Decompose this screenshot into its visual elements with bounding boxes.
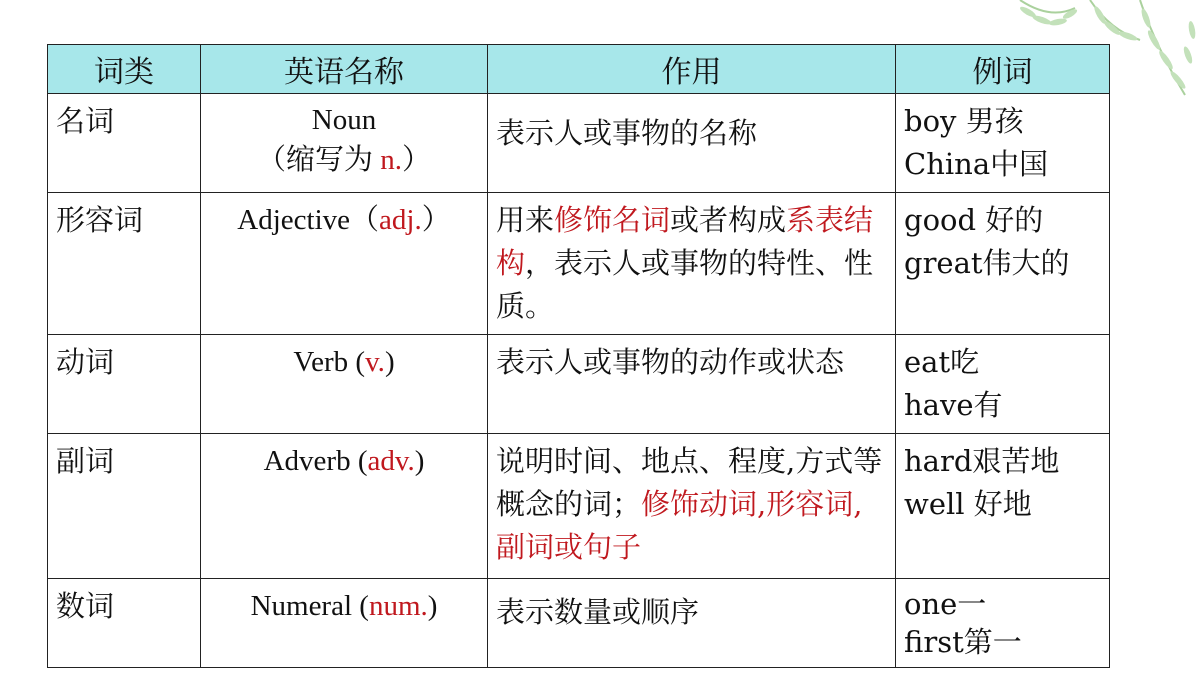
abbreviation: num.: [368, 590, 428, 622]
function-text: 表示人或事物的名称: [496, 116, 758, 150]
abbreviation: adv.: [367, 445, 415, 477]
abbr-suffix: ）: [421, 204, 451, 236]
example-word: well 好地: [904, 487, 1032, 521]
pos-cell: 副词: [48, 434, 201, 579]
english-name-cell: [201, 335, 488, 434]
example-word: great伟大的: [904, 246, 1070, 280]
function-text: ，表示人或事物的特性、性质。: [496, 246, 874, 323]
english-name-cell: [201, 193, 488, 335]
abbr-suffix: ): [414, 445, 425, 477]
function-text: 或者构成: [670, 203, 787, 237]
table-row: [48, 335, 1110, 434]
function-highlight: 系表结构: [496, 203, 874, 280]
word-class-table: [47, 44, 1110, 668]
pos-cell: 动词: [48, 335, 201, 434]
examples-cell: [896, 434, 1110, 579]
english-name-cell: [201, 94, 488, 193]
example-word: have有: [904, 388, 1003, 422]
table-row: [48, 193, 1110, 335]
abbr-suffix: ）: [402, 144, 432, 176]
examples-cell: [896, 335, 1110, 434]
english-name: Adjective（: [237, 204, 380, 236]
header-examples: 例词: [896, 45, 1110, 94]
english-name: Numeral (: [250, 590, 369, 622]
pos-cell: 形容词: [48, 193, 201, 335]
table-row: [48, 94, 1110, 193]
abbreviation: v.: [365, 346, 385, 378]
abbreviation: n.: [380, 144, 402, 176]
examples-cell: [896, 579, 1110, 668]
example-word: boy 男孩: [904, 104, 1024, 138]
function-text: 表示人或事物的动作或状态: [496, 345, 845, 379]
abbreviation: adj.: [379, 204, 422, 236]
example-word: one一: [904, 587, 987, 621]
abbr-prefix: （缩写为: [256, 144, 381, 176]
function-cell: [488, 193, 896, 335]
function-cell: [488, 335, 896, 434]
function-cell: [488, 579, 896, 668]
function-highlight: 修饰动词,形容词,副词或句子: [496, 487, 863, 564]
examples-cell: [896, 193, 1110, 335]
example-word: hard艰苦地: [904, 444, 1060, 478]
table-row: [48, 579, 1110, 668]
example-word: eat吃: [904, 345, 980, 379]
english-name: Adverb (: [263, 445, 368, 477]
example-word: first第一: [904, 625, 1022, 659]
example-word: China中国: [904, 147, 1049, 181]
header-function: 作用: [488, 45, 896, 94]
function-cell: [488, 94, 896, 193]
example-word: good 好的: [904, 203, 1044, 237]
header-pos: 词类: [48, 45, 201, 94]
function-text: 说明时间、地点、程度,方式等概念的词；: [496, 444, 883, 521]
pos-cell: 数词: [48, 579, 201, 668]
examples-cell: [896, 94, 1110, 193]
function-highlight: 修饰名词: [554, 203, 671, 237]
header-english-name: 英语名称: [201, 45, 488, 94]
function-text: 用来: [496, 203, 555, 237]
abbr-suffix: ): [384, 346, 395, 378]
english-name-cell: [201, 434, 488, 579]
pos-cell: 名词: [48, 94, 201, 193]
abbr-suffix: ): [427, 590, 438, 622]
english-name: Verb (: [293, 346, 366, 378]
english-name-cell: [201, 579, 488, 668]
english-name: Noun: [311, 104, 377, 136]
function-cell: [488, 434, 896, 579]
table-header-row: [48, 45, 1110, 94]
table-row: [48, 434, 1110, 579]
function-text: 表示数量或顺序: [496, 595, 700, 629]
